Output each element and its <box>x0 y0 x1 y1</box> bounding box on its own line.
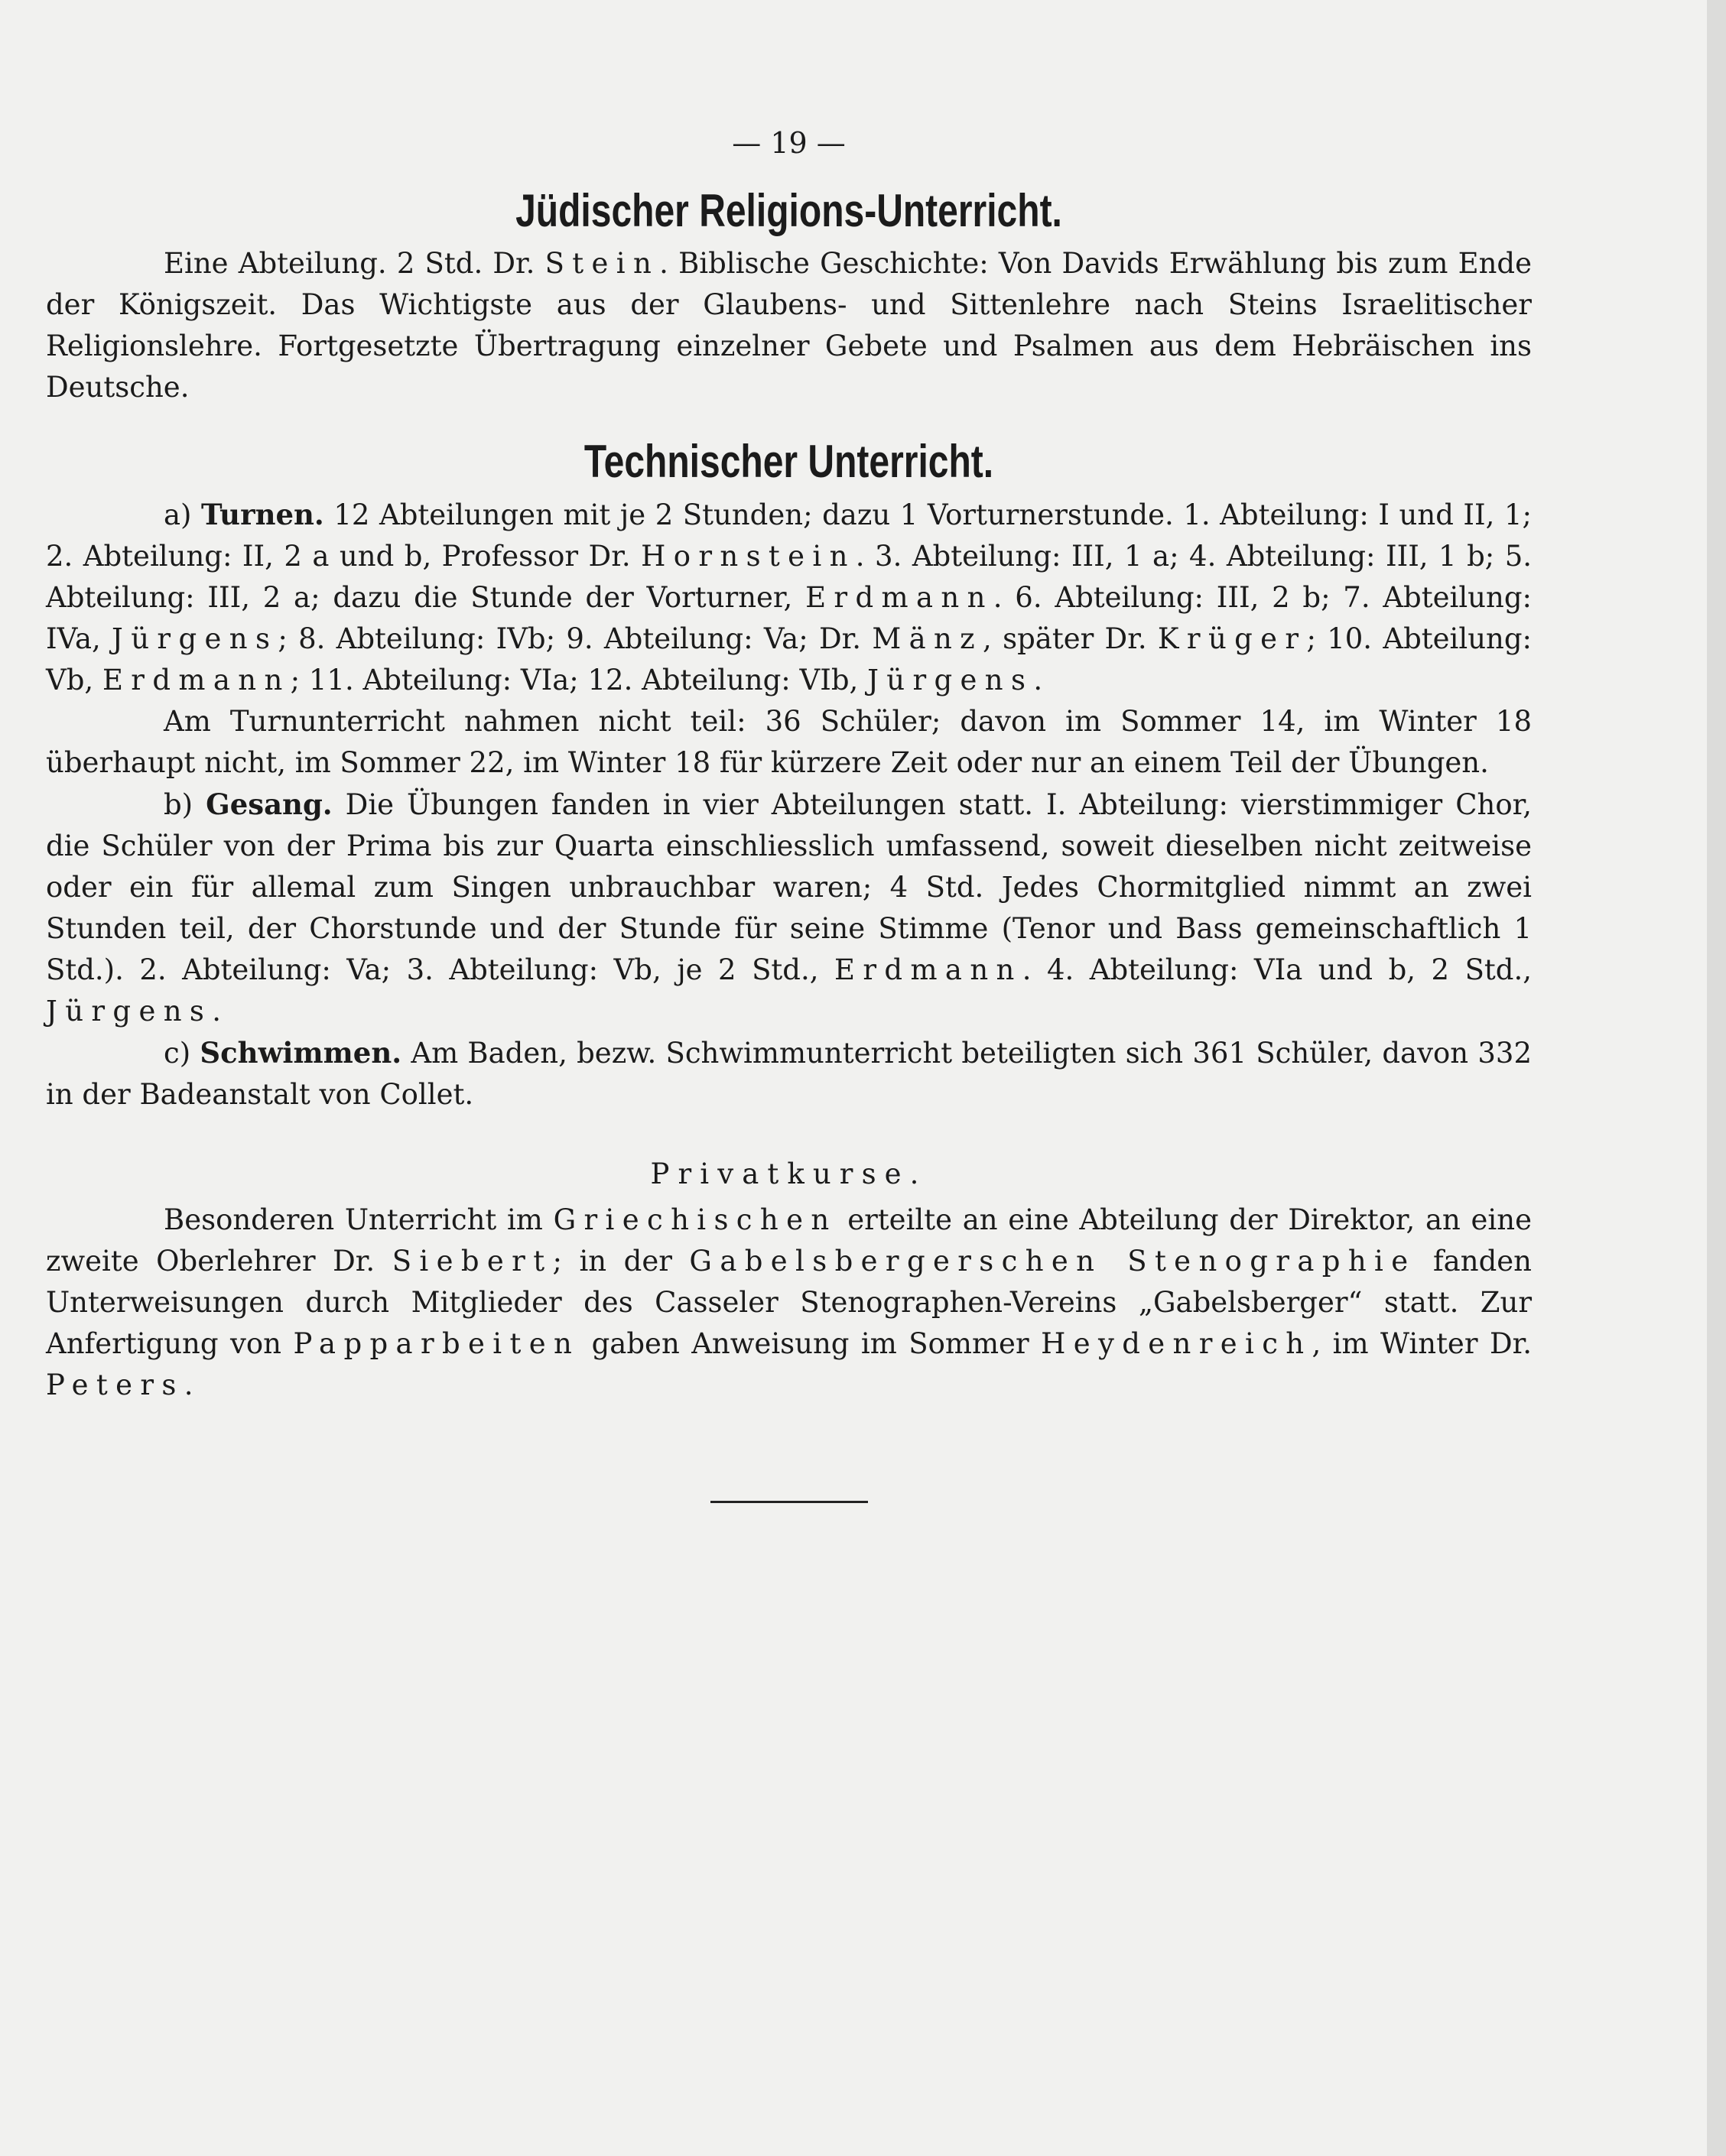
text-run: Eine Abteilung. 2 Std. Dr. <box>164 247 545 280</box>
text-run: Am Baden, bezw. Schwimmunterricht beteiligten sich 361 Schüler, davon 332 in der Badeanstalt von Collet. <box>46 1037 1532 1111</box>
end-rule <box>710 1501 868 1503</box>
spaced-term: Gabelsbergerschen Stenographie <box>689 1245 1416 1278</box>
label-schwimmen: Schwimmen. <box>200 1036 402 1070</box>
text-run: fanden Unterweisungen durch Mitglieder des Casseler Stenographen-Vereins „Gabelsberger“ statt. Zur Anfertigung von <box>46 1245 1532 1360</box>
text-run: ; 11. Abteilung: VIa; 12. Abteilung: VIb, <box>290 664 868 696</box>
text-run: . <box>184 1369 193 1401</box>
spaced-name: Erdmann <box>834 953 1022 986</box>
text-run: b) <box>164 788 206 821</box>
label-gesang: Gesang. <box>206 787 333 821</box>
text-run: . <box>212 995 222 1028</box>
text-run: . <box>1033 664 1043 696</box>
text-run: ; in der <box>552 1245 690 1278</box>
spaced-name: Jürgens <box>112 622 278 655</box>
text-run: , im Winter Dr. <box>1312 1327 1532 1360</box>
spaced-name: Krüger <box>1157 622 1307 655</box>
text-run: ; 8. Abteilung: IVb; 9. Abteilung: Va; Dr. <box>278 622 873 655</box>
paragraph-religion <box>46 243 1532 408</box>
heading-privatkurse: Privatkurse. <box>650 1158 928 1190</box>
heading-juedischer-religionsunterricht: Jüdischer Religions-Unterricht. <box>515 185 1062 236</box>
paragraph-turnen-exemptions: Am Turnunterricht nahmen nicht teil: 36 Schüler; davon im Sommer 14, im Winter 18 überhaupt nicht, im Sommer 22, im Winter 18 für kürzere Zeit oder nur an einem Teil der Übungen. <box>46 705 1532 779</box>
text-run: 12 Abteilungen mit je 2 Stunden; dazu 1 Vorturnerstunde. 1. Abteilung: I und II, 1; 2. Abteilung: II, 2 a und b, Professor Dr. <box>46 498 1532 573</box>
paragraph-gesang <box>46 784 1532 1032</box>
paragraph-schwimmen <box>46 1032 1532 1115</box>
text-run: ; 10. Abteilung: Vb, <box>46 622 1533 696</box>
text-run: . Biblische Geschichte: Von Davids Erwählung bis zum Ende der Königszeit. Das Wichtigste aus der Glaubens- und Sittenlehre nach Steins Israelitischer Religionslehre. Fortgesetzte Übertragung einzelner Gebete und Psalmen aus dem Hebräischen ins Deutsche. <box>46 247 1532 404</box>
spaced-name: Stein <box>544 247 660 280</box>
text-run: erteilte an eine Abteilung der Direktor, an eine zweite Oberlehrer Dr. <box>46 1203 1532 1278</box>
spaced-name: Siebert <box>392 1245 553 1278</box>
text-run: Die Übungen fanden in vier Abteilungen statt. I. Abteilung: vierstimmiger Chor, die Schüler von der Prima bis zur Quarta einschliesslich umfassend, soweit dieselben nicht zeitweise oder ein für allemal zum Singen unbrauchbar waren; 4 Std. Jedes Chormitglied nimmt an zwei Stunden teil, der Chorstunde und der Stunde für seine Stimme (Tenor und Bass gemeinschaftlich 1 Std.). 2. Abteilung: Va; 3. Abteilung: Vb, je 2 Std., <box>46 788 1532 986</box>
text-run: . 4. Abteilung: VIa und b, 2 Std., <box>1022 953 1532 986</box>
spaced-name: Erdmann <box>805 581 993 614</box>
spaced-name: Heydenreich <box>1041 1327 1312 1360</box>
spaced-name: Jürgens <box>867 664 1034 696</box>
spaced-name: Erdmann <box>102 664 291 696</box>
spaced-name: Hornstein <box>641 540 856 573</box>
spaced-term: Griechischen <box>553 1203 837 1236</box>
label-turnen: Turnen. <box>201 498 324 531</box>
spaced-name: Mänz <box>872 622 983 655</box>
spaced-term: Papparbeiten <box>293 1327 580 1360</box>
paragraph-privatkurse <box>46 1200 1532 1406</box>
text-run: c) <box>164 1037 200 1070</box>
page-number: — 19 — <box>732 126 846 160</box>
text-run: . 6. Abteilung: III, 2 b; 7. Abteilung: IVa, <box>46 581 1532 655</box>
heading-technischer-unterricht: Technischer Unterricht. <box>583 436 994 487</box>
text-run: a) <box>164 498 202 531</box>
spaced-name: Peters <box>46 1369 184 1401</box>
document-body <box>46 122 1532 1503</box>
text-run: gaben Anweisung im Sommer <box>580 1327 1042 1360</box>
text-run: . 3. Abteilung: III, 1 a; 4. Abteilung: III, 1 b; 5. Abteilung: III, 2 a; dazu die Stunde der Vorturner, <box>46 540 1532 614</box>
spaced-name: Jürgens <box>46 995 213 1028</box>
text-run: Besonderen Unterricht im <box>164 1203 554 1236</box>
paragraph-turnen <box>46 494 1532 701</box>
text-run: , später Dr. <box>983 622 1158 655</box>
